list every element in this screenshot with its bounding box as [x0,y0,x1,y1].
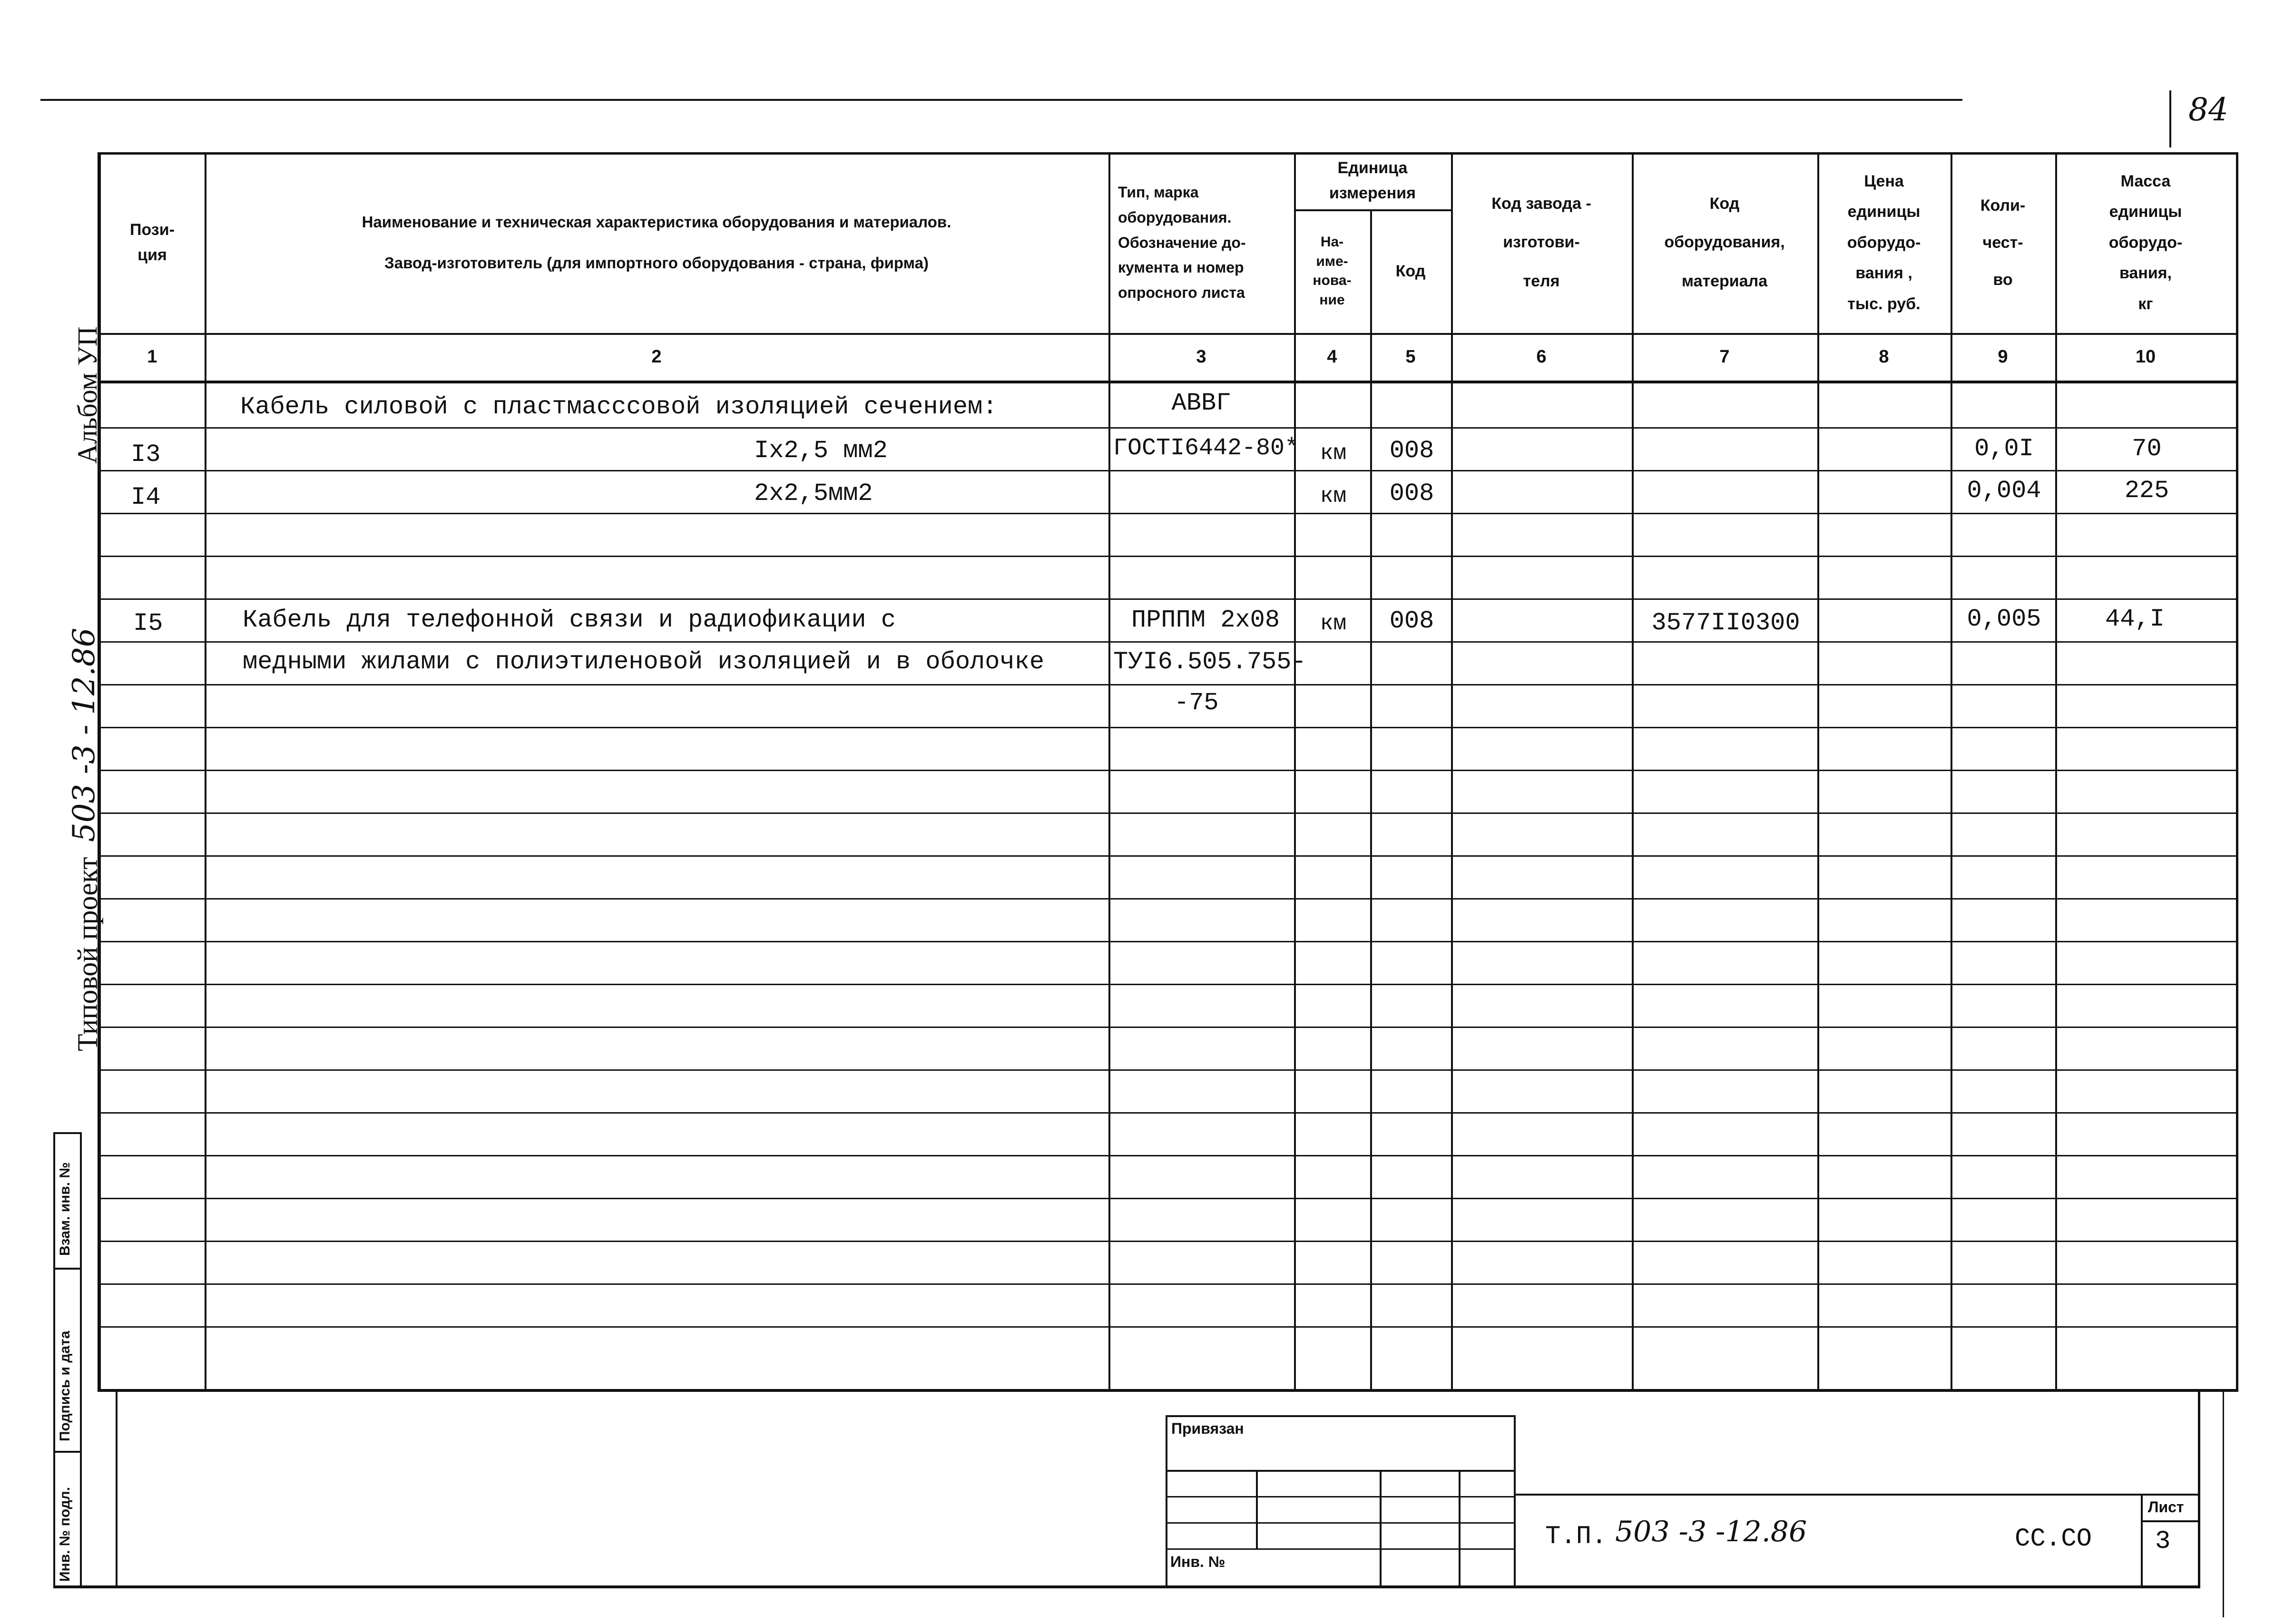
stamp-line-2 [53,1268,82,1270]
privyazan-line-1 [1166,1470,1515,1472]
table-body-bottom [98,1389,2238,1392]
bottom-right-border [2198,1389,2200,1588]
row-1-name: Iх2,5 мм2 [754,437,888,465]
header-type: Тип, марка оборудования. Обозначение до- кумента и номер опросного листа [1118,184,1246,302]
page-number: 84 [2188,91,2228,128]
colnum-3: 3 [1196,347,1206,367]
privyazan-line-3 [1166,1522,1515,1524]
privyazan-right [1514,1415,1516,1586]
row-0-name: Кабель силовой с пластмасссовой изоляцией сечением: [240,393,998,421]
stamp-original-inv: Инв. № подл. [57,1487,73,1582]
album-label: Альбом УП [72,326,103,464]
sheet-bottom-border [53,1585,2200,1588]
top-frame-line [40,99,1962,101]
col-divider-4 [1370,209,1372,1389]
row-line [98,513,2238,514]
row-line [98,812,2238,814]
row-2-code: 008 [1389,479,1434,508]
privyazan-left [1166,1415,1167,1586]
colnum-1: 1 [147,347,157,367]
stamp-replace-inv: Взам. инв. № [57,1162,73,1256]
row-4-name: медными жилами с полиэтиленовой изоляцией и в оболочке [243,648,1045,676]
row-2-unit: км [1320,484,1347,509]
row-1-unit: км [1320,441,1347,466]
header-position: Пози- ция [130,221,175,264]
privyazan-col-3 [1459,1470,1461,1586]
row-1-qty: 0,0I [1974,435,2034,463]
doc-code: 503 -3 -12.86 [1615,1515,1807,1548]
sheet-box-left [2141,1494,2143,1586]
bottom-left-border [116,1389,118,1588]
colnum-10: 10 [2135,347,2156,367]
row-1-mass: 70 [2132,435,2162,463]
header-name: Наименование и техническая характеристика оборудования и материалов. Завод-изготовитель (для импортного оборудования - страна, фирма) [362,213,951,272]
row-1-pos: I3 [131,440,161,469]
colnum-4: 4 [1327,347,1337,367]
privyazan-line-2 [1166,1496,1515,1497]
row-line [98,556,2238,557]
sheet-box-divider [2141,1520,2199,1522]
row-line [98,598,2238,600]
row-line [98,1069,2238,1071]
row-3-equip-code: 3577II0300 [1651,609,1800,637]
row-line [98,898,2238,900]
row-line [98,1326,2238,1328]
stamp-left-border [53,1132,55,1586]
page-number-divider [2169,90,2171,147]
stamp-line-3 [53,1451,82,1453]
row-line [98,727,2238,728]
privyazan-line-4 [1166,1548,1515,1550]
sheet-label: Лист [2148,1498,2184,1516]
right-edge-tick [2223,1389,2224,1617]
colnum-7: 7 [1719,347,1730,367]
row-line [98,641,2238,643]
title-block-line [1514,1494,2199,1496]
colnum-8: 8 [1879,347,1889,367]
privyazan-top [1166,1415,1515,1417]
colnum-6: 6 [1536,347,1547,367]
row-line [98,984,2238,985]
row-2-qty: 0,004 [1967,477,2041,505]
row-line [98,855,2238,857]
row-3-qty: 0,005 [1967,605,2041,633]
row-line [98,1027,2238,1028]
doc-mark: СС.СО [2015,1525,2092,1554]
row-1-code: 008 [1389,437,1434,465]
header-unit-mass: Масса единицы оборудо- вания, кг [2108,172,2183,313]
row-4-type: ТУI6.505.755- [1113,648,1306,676]
row-3-code: 008 [1389,607,1434,635]
privyazan-label: Привязан [1171,1420,1244,1437]
stamp-line-1 [53,1132,82,1134]
header-unit-group: Единица измерения [1329,159,1416,202]
standard-project-label: Типовой проект [72,857,103,1051]
row-line [98,1155,2238,1156]
header-bottom-border [98,333,2238,335]
stamp-right-border [80,1132,82,1586]
project-code-side: 503 -3 - 12.86 [67,627,102,842]
row-1-type: ГОСТI6442-80* [1113,435,1299,462]
header-unit-name: На- име- нова- ние [1313,234,1352,308]
colnum-9: 9 [1998,347,2008,367]
row-3-pos: I5 [133,609,163,637]
row-3-mass: 44,I [2105,605,2165,633]
header-unit-price: Цена единицы оборудо- вания , тыс. руб. [1847,172,1921,313]
row-line [98,470,2238,471]
colnum-2: 2 [651,347,662,367]
row-2-mass: 225 [2124,477,2169,505]
header-equipment-code: Код оборудования, материала [1664,194,1785,290]
row-5-type: -75 [1174,689,1219,717]
header-plant-code: Код завода - изготови- теля [1491,194,1591,290]
colnum-5: 5 [1405,347,1416,367]
row-line [98,1241,2238,1242]
privyazan-col-1 [1256,1470,1258,1548]
row-line [98,684,2238,685]
privyazan-col-2 [1380,1470,1382,1586]
row-line [98,1198,2238,1199]
row-line [98,1283,2238,1285]
row-2-pos: I4 [131,483,161,511]
inv-number-label: Инв. № [1170,1553,1225,1570]
header-unit-code: Код [1395,262,1426,280]
row-3-type: ПРППМ 2х08 [1131,606,1280,634]
row-3-name: Кабель для телефонной связи и радиофикации с [243,606,896,634]
row-line [98,1112,2238,1114]
stamp-signature-date: Подпись и дата [57,1331,73,1441]
column-number-bottom-border [98,381,2238,383]
doc-prefix: Т.П. [1545,1522,1607,1551]
row-0-type: АВВГ [1171,389,1231,417]
row-line [98,941,2238,942]
row-line [98,770,2238,771]
row-3-unit: км [1320,611,1347,636]
sheet-number: 3 [2155,1527,2171,1556]
header-quantity: Коли- чест- во [1980,196,2026,289]
row-2-name: 2х2,5мм2 [754,479,873,508]
row-line [98,427,2238,429]
